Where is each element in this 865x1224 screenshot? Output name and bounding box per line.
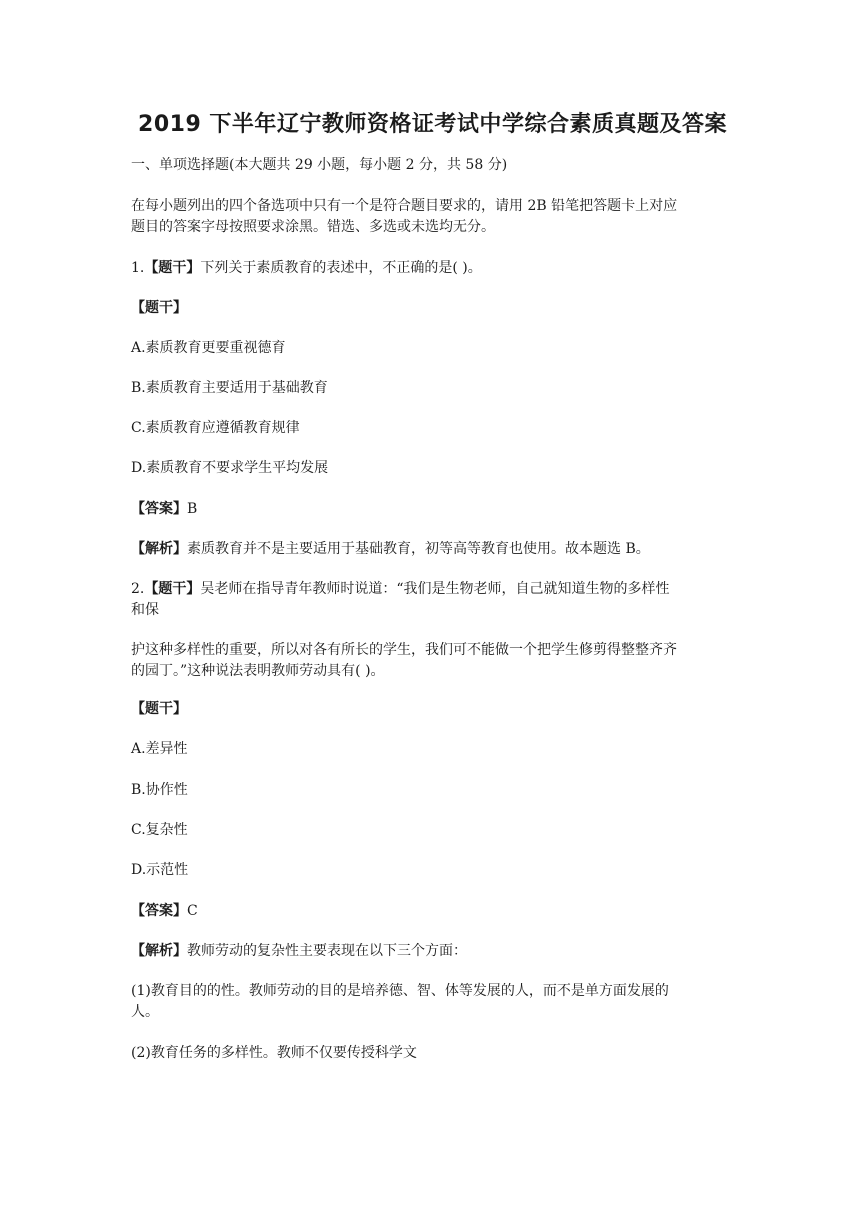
question-1-answer-tag: 【答案】 [131,501,187,517]
question-2-stem [131,579,736,600]
question-2-point-1-line-1: (1)教育目的的性。教师劳动的目的是培养德、智、体等发展的人，而不是单方面发展的 [131,983,669,999]
question-2-stem-line-1: 吴老师在指导青年教师时说道：“我们是生物老师，自己就知道生物的多样性 [200,581,670,597]
question-2-tag: 【题干】 [131,701,187,717]
question-1-stem-text: 下列关于素质教育的表述中，不正确的是( )。 [200,260,482,276]
question-2-answer-value: C [187,903,198,919]
question-2-option-d: D.示范性 [131,862,189,878]
question-2-number: 2. [131,581,145,597]
document-title: 2019 下半年辽宁教师资格证考试中学综合素质真题及答案 [138,112,727,137]
instructions-line-1: 在每小题列出的四个备选项中只有一个是符合题目要求的，请用 2B 铅笔把答题卡上对应 [131,198,678,214]
question-1-option-c: C.素质教育应遵循教育规律 [131,420,300,436]
question-2-option-a: A.差异性 [131,741,188,757]
question-1-analysis [131,539,736,560]
question-2-analysis [131,941,736,962]
question-2-answer [131,901,736,922]
question-2-stem-tag: 【题干】 [144,581,201,597]
question-2-point-1-line-2: 人。 [131,1004,159,1020]
question-1-analysis-text: 素质教育并不是主要适用于基础教育，初等高等教育也使用。故本题选 B。 [187,541,650,557]
question-2-analysis-text: 教师劳动的复杂性主要表现在以下三个方面： [187,943,467,959]
question-1-tag: 【题干】 [131,300,187,316]
question-2-stem-line-4: 的园丁。”这种说法表明教师劳动具有( )。 [131,663,385,679]
question-1-analysis-tag: 【解析】 [131,541,187,557]
question-1-option-a: A.素质教育更要重视德育 [131,340,286,356]
question-1-option-b: B.素质教育主要适用于基础教育 [131,380,328,396]
question-1-stem-tag: 【题干】 [144,260,201,276]
question-2-stem-line-3: 护这种多样性的重要，所以对各有所长的学生，我们可不能做一个把学生修剪得整整齐齐 [131,642,677,658]
question-1-answer [131,499,736,520]
question-1-stem [131,258,736,279]
question-2-answer-tag: 【答案】 [131,903,187,919]
question-1-option-d: D.素质教育不要求学生平均发展 [131,460,329,476]
question-1-number: 1. [131,260,145,276]
question-2-option-c: C.复杂性 [131,822,188,838]
question-2-analysis-tag: 【解析】 [131,943,187,959]
question-2-option-b: B.协作性 [131,782,188,798]
question-2-point-2: (2)教育任务的多样性。教师不仅要传授科学文 [131,1045,417,1061]
section-heading: 一、单项选择题(本大题共 29 小题，每小题 2 分，共 58 分) [131,157,508,173]
instructions-line-2: 题目的答案字母按照要求涂黑。错选、多选或未选均无分。 [131,219,495,235]
question-1-answer-value: B [187,501,198,517]
question-2-stem-line-2: 和保 [131,602,159,618]
